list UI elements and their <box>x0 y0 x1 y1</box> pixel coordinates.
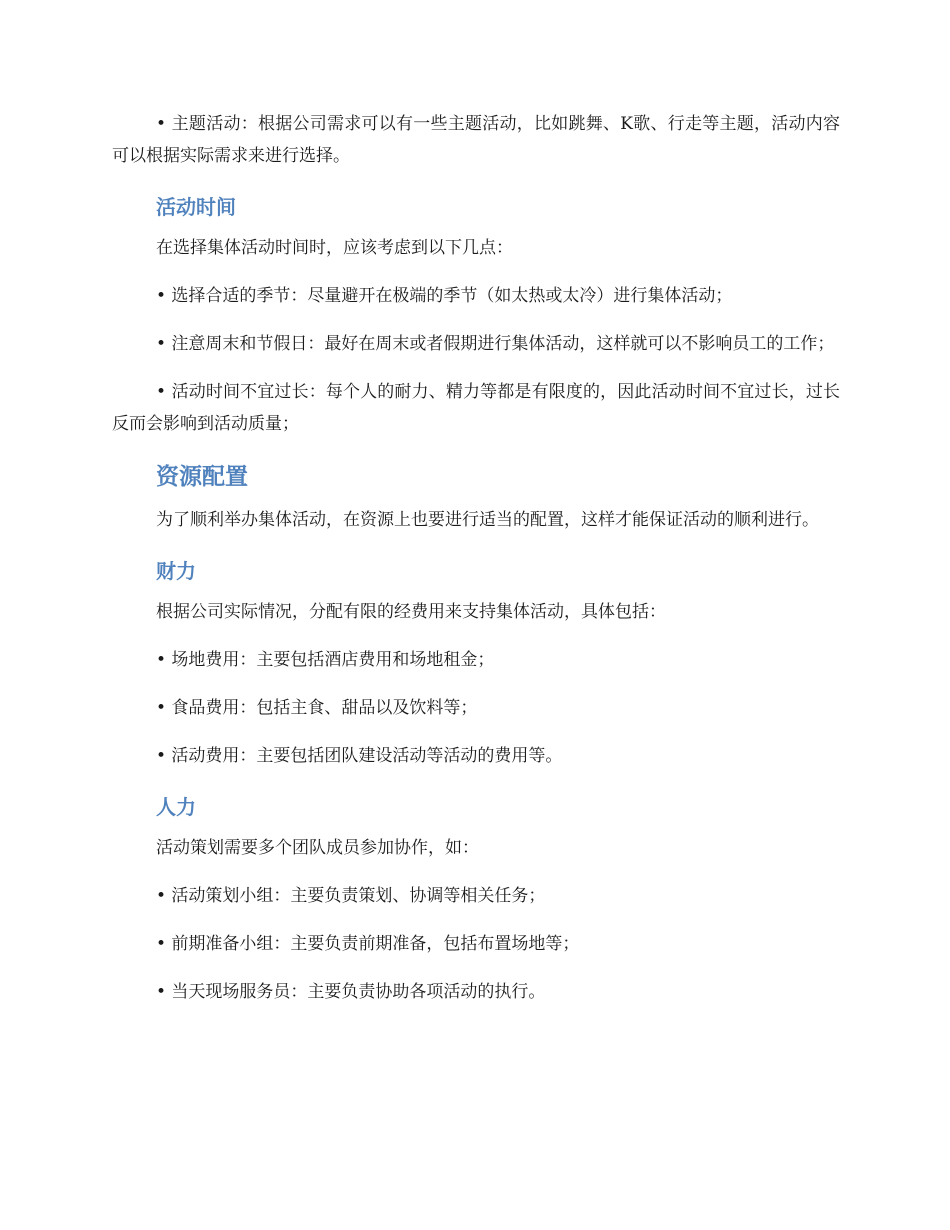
bullet-weekend-holiday: • 注意周末和节假日：最好在周末或者假期进行集体活动，这样就可以不影响员工的工作； <box>156 334 835 354</box>
paragraph-time-intro: 在选择集体活动时间时，应该考虑到以下几点： <box>156 238 513 258</box>
paragraph-manpower-intro: 活动策划需要多个团队成员参加协作，如： <box>156 838 479 858</box>
bullet-preparation-team: • 前期准备小组：主要负责前期准备，包括布置场地等； <box>156 934 580 954</box>
heading-activity-time: 活动时间 <box>156 195 236 219</box>
bullet-food-cost: • 食品费用：包括主食、甜品以及饮料等； <box>156 698 478 718</box>
heading-finance: 财力 <box>156 559 196 583</box>
document-body <box>112 108 840 1008</box>
bullet-theme-activity: • 主题活动：根据公司需求可以有一些主题活动，比如跳舞、K歌、行走等主题，活动内容可以根据实际需求来进行选择。 <box>112 114 840 166</box>
bullet-onsite-staff: • 当天现场服务员：主要负责协助各项活动的执行。 <box>156 982 546 1002</box>
bullet-planning-team: • 活动策划小组：主要负责策划、协调等相关任务； <box>156 886 546 906</box>
bullet-duration: • 活动时间不宜过长：每个人的耐力、精力等都是有限度的，因此活动时间不宜过长，过长反而会影响到活动质量； <box>112 382 840 434</box>
paragraph-resource-intro: 为了顺利举办集体活动，在资源上也要进行适当的配置，这样才能保证活动的顺利进行。 <box>156 510 819 530</box>
heading-manpower: 人力 <box>156 795 196 819</box>
heading-resource-allocation: 资源配置 <box>156 464 248 490</box>
bullet-season: • 选择合适的季节：尽量避开在极端的季节（如太热或太冷）进行集体活动； <box>156 286 733 306</box>
paragraph-finance-intro: 根据公司实际情况，分配有限的经费用来支持集体活动，具体包括： <box>156 602 666 622</box>
bullet-venue-cost: • 场地费用：主要包括酒店费用和场地租金； <box>156 650 495 670</box>
bullet-activity-cost: • 活动费用：主要包括团队建设活动等活动的费用等。 <box>156 746 563 766</box>
